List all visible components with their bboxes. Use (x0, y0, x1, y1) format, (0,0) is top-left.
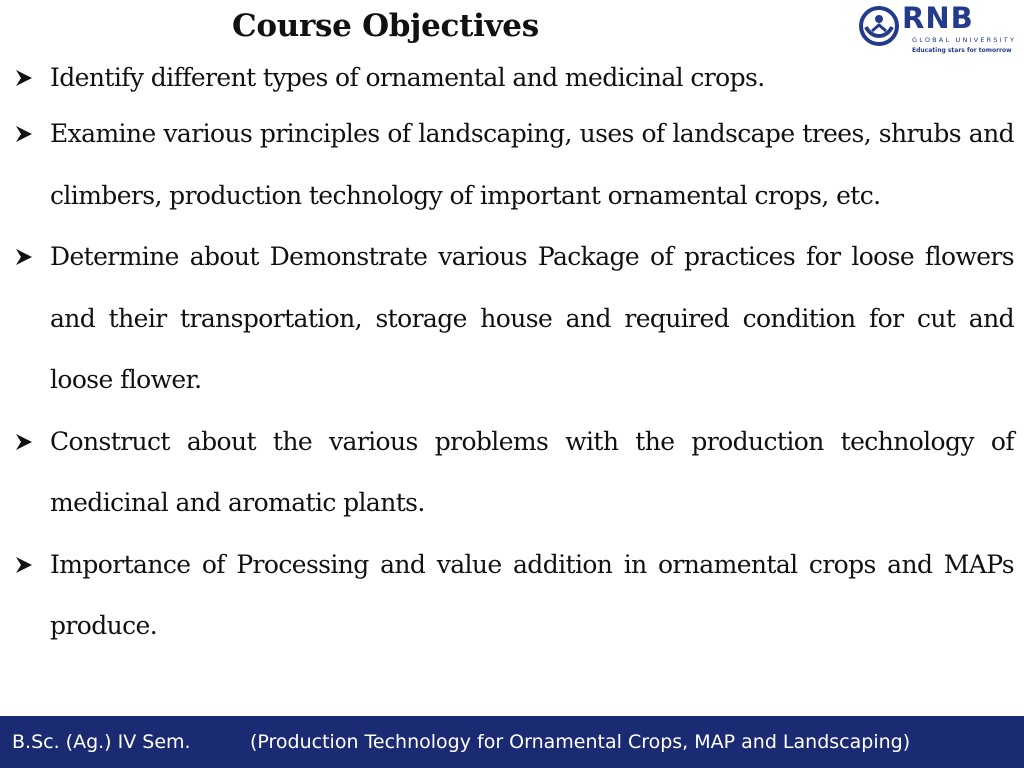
objective-item (10, 103, 1014, 226)
rnb-emblem-icon (858, 5, 900, 49)
objective-item (10, 411, 1014, 534)
arrow-bullet-icon (14, 124, 34, 144)
page-title: Course Objectives (232, 8, 539, 44)
footer-course-title: (Production Technology for Ornamental Crops, MAP and Landscaping) (250, 731, 911, 753)
logo-subtitle: GLOBAL UNIVERSITY (912, 36, 1017, 44)
objective-text: Determine about Demonstrate various Package of practices for loose flowers and their transportation, storage house and required condition for cut and loose flower. (50, 242, 1014, 394)
logo-brand: RNB (902, 1, 974, 35)
arrow-bullet-icon (14, 68, 34, 88)
objective-item (10, 53, 1014, 103)
arrow-bullet-icon (14, 555, 34, 575)
arrow-bullet-icon (14, 247, 34, 267)
objectives-list (10, 53, 1014, 657)
objective-text: Importance of Processing and value addition in ornamental crops and MAPs produce. (50, 549, 1014, 640)
objective-text: Examine various principles of landscaping, uses of landscape trees, shrubs and climbers, production technology of important ornamental crops, etc. (50, 119, 1014, 210)
objective-item (10, 226, 1014, 411)
objective-text: Construct about the various problems with the production technology of medicinal and aromatic plants. (50, 426, 1014, 517)
footer-semester: B.Sc. (Ag.) IV Sem. (12, 731, 191, 753)
arrow-bullet-icon (14, 432, 34, 452)
logo-tagline: Educating stars for tomorrow (912, 47, 1012, 54)
objective-text: Identify different types of ornamental and medicinal crops. (50, 63, 765, 92)
footer-bar (0, 716, 1024, 768)
university-logo (856, 3, 1020, 59)
objective-item (10, 534, 1014, 657)
